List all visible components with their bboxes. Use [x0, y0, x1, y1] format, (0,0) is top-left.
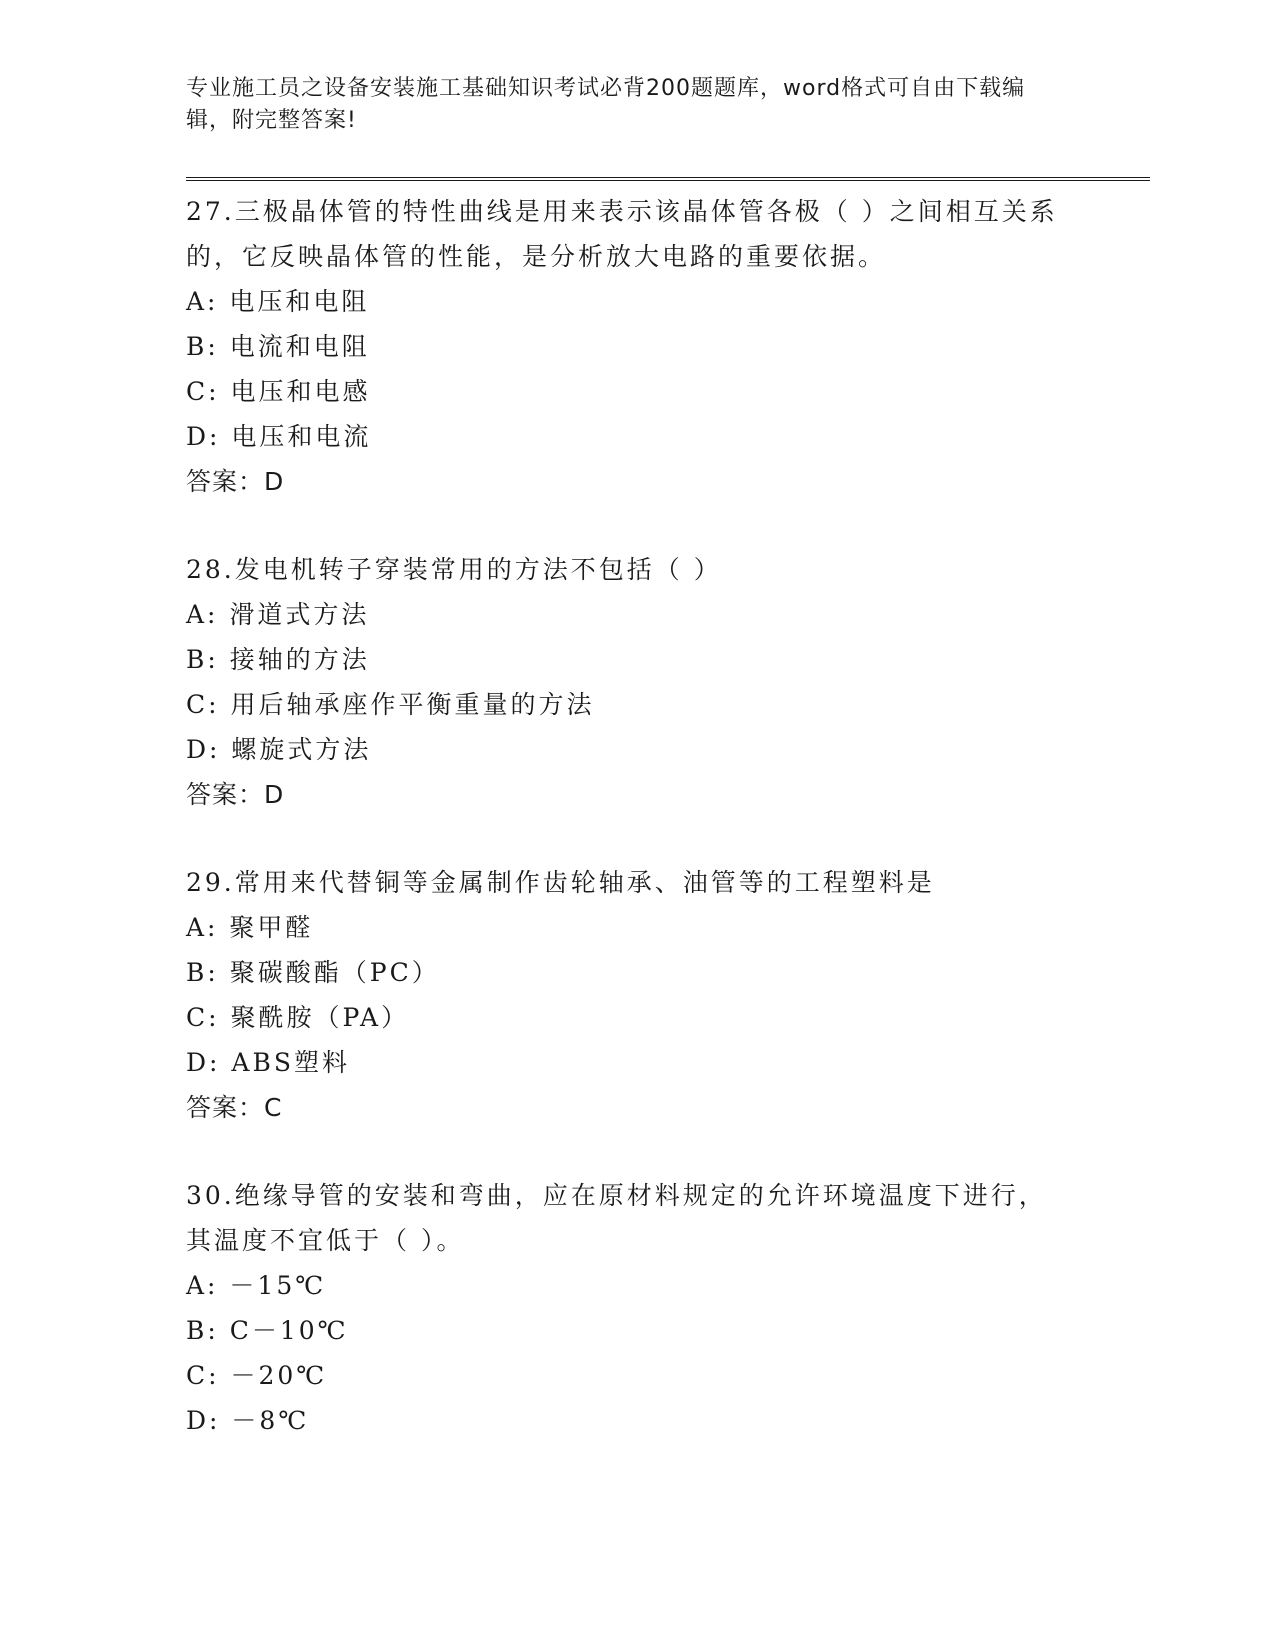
question-text: 30.绝缘导管的安装和弯曲，应在原材料规定的允许环境温度下进行，其温度不宜低于（ ）。 — [186, 1181, 1047, 1255]
answer-line: 答案：C — [186, 1093, 283, 1122]
question-text: 29.常用来代替铜等金属制作齿轮轴承、油管等的工程塑料是 — [186, 868, 935, 897]
option-c: C: 用后轴承座作平衡重量的方法 — [186, 690, 595, 719]
question-30 — [186, 1173, 1150, 1443]
option-d: D: 电压和电流 — [186, 422, 372, 451]
option-b: B: 聚碳酸酯（PC） — [186, 958, 440, 987]
option-a: A: 电压和电阻 — [186, 287, 370, 316]
question-text: 28.发电机转子穿装常用的方法不包括（ ） — [186, 555, 722, 584]
question-27 — [186, 189, 1150, 504]
document-header: 专业施工员之设备安装施工基础知识考试必背200题题库，word格式可自由下载编辑，附完整答案! — [186, 76, 1026, 133]
answer-line: 答案：D — [186, 780, 285, 809]
option-b: B: C－10℃ — [186, 1316, 349, 1345]
question-list — [186, 189, 1150, 1486]
header-divider — [186, 177, 1150, 181]
option-d: D: ABS塑料 — [186, 1048, 350, 1077]
option-c: C: 电压和电感 — [186, 377, 371, 406]
option-c: C: 聚酰胺（PA） — [186, 1003, 410, 1032]
option-b: B: 接轴的方法 — [186, 645, 370, 674]
question-29 — [186, 860, 1150, 1130]
option-c: C: －20℃ — [186, 1361, 328, 1390]
option-d: D: －8℃ — [186, 1406, 310, 1435]
question-text: 27.三极晶体管的特性曲线是用来表示该晶体管各极（ ）之间相互关系的，它反映晶体管的性能，是分析放大电路的重要依据。 — [186, 197, 1058, 271]
option-a: A: 滑道式方法 — [186, 600, 370, 629]
option-a: A: 聚甲醛 — [186, 913, 314, 942]
option-b: B: 电流和电阻 — [186, 332, 370, 361]
option-d: D: 螺旋式方法 — [186, 735, 372, 764]
option-a: A: －15℃ — [186, 1271, 327, 1300]
answer-line: 答案：D — [186, 467, 285, 496]
question-28 — [186, 547, 1150, 817]
